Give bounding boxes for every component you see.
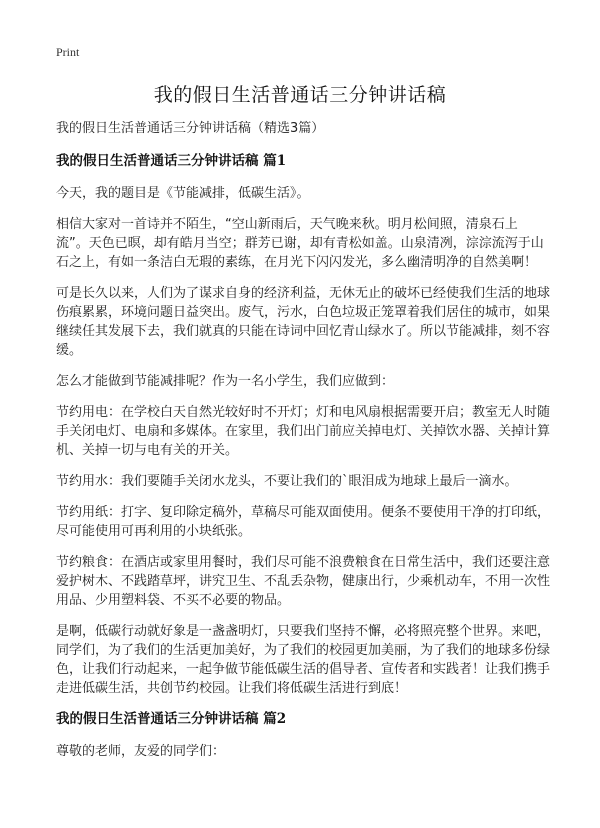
paragraph: 是啊，低碳行动就好象是一盏盏明灯，只要我们坚持不懈，必将照亮整个世界。来吧，同学们，为了我们的生活更加美好，为了我们的校园更加美丽，为了我们的地球多份绿色，让我们行动起来，一起争做节能低碳生活的倡导者、宣传者和实践者！让我们携手走进低碳生活，共创节约校园。让我们将低碳生活进行到底！ — [56, 624, 551, 696]
paragraph: 节约粮食：在酒店或家里用餐时，我们尽可能不浪费粮食在日常生活中，我们还要注意爱护树木、不践踏草坪，讲究卫生、不乱丢杂物，健康出行，少乘机动车，不用一次性用品、少用塑料袋、不买不必要的物品。 — [56, 555, 551, 608]
paragraph: 节约用水：我们要随手关闭水龙头，不要让我们的`眼泪成为地球上最后一滴水。 — [56, 474, 518, 489]
paragraph: 怎么才能做到节能减排呢？作为一名小学生，我们应做到： — [56, 374, 395, 389]
print-link[interactable]: Print — [56, 45, 80, 59]
paragraph: 节约用纸：打字、复印除定稿外，草稿尽可能双面使用。便条不要使用干净的打印纸，尽可能使用可再利用的小块纸张。 — [56, 505, 551, 539]
article-subtitle: 我的假日生活普通话三分钟讲话稿（精选3篇） — [56, 121, 325, 136]
page-title: 我的假日生活普通话三分钟讲话稿 — [153, 84, 447, 106]
paragraph: 今天，我的题目是《节能减排，低碳生活》。 — [56, 186, 310, 201]
section-heading-1: 我的假日生活普通话三分钟讲话稿 篇1 — [56, 153, 287, 169]
section-heading-2: 我的假日生活普通话三分钟讲话稿 篇2 — [56, 711, 287, 727]
article-body — [56, 120, 550, 773]
paragraph: 尊敬的老师，友爱的同学们： — [56, 744, 226, 759]
paragraph: 节约用电：在学校白天自然光较好时不开灯；灯和电风扇根据需要开启；教室无人时随手关闭电灯、电扇和多媒体。在家里，我们出门前应关掉电灯、关掉饮水器、关掉计算机、关掉一切与电有关的开关。 — [56, 405, 551, 458]
paragraph: 可是长久以来，人们为了谋求自身的经济利益，无休无止的破坏已经使我们生活的地球伤痕累累，环境问题日益突出。废气，污水，白色垃圾正笼罩着我们居住的城市，如果继续任其发展下去，我们就真的只能在诗词中回忆青山绿水了。所以节能减排，刻不容缓。 — [56, 286, 551, 358]
paragraph: 相信大家对一首诗并不陌生，“空山新雨后，天气晚来秋。明月松间照，清泉石上流”。天色已暝，却有皓月当空；群芳已谢，却有青松如盖。山泉清冽，淙淙流泻于山石之上，有如一条洁白无瑕的素练，在月光下闪闪发光，多么幽清明净的自然美啊！ — [56, 217, 544, 270]
